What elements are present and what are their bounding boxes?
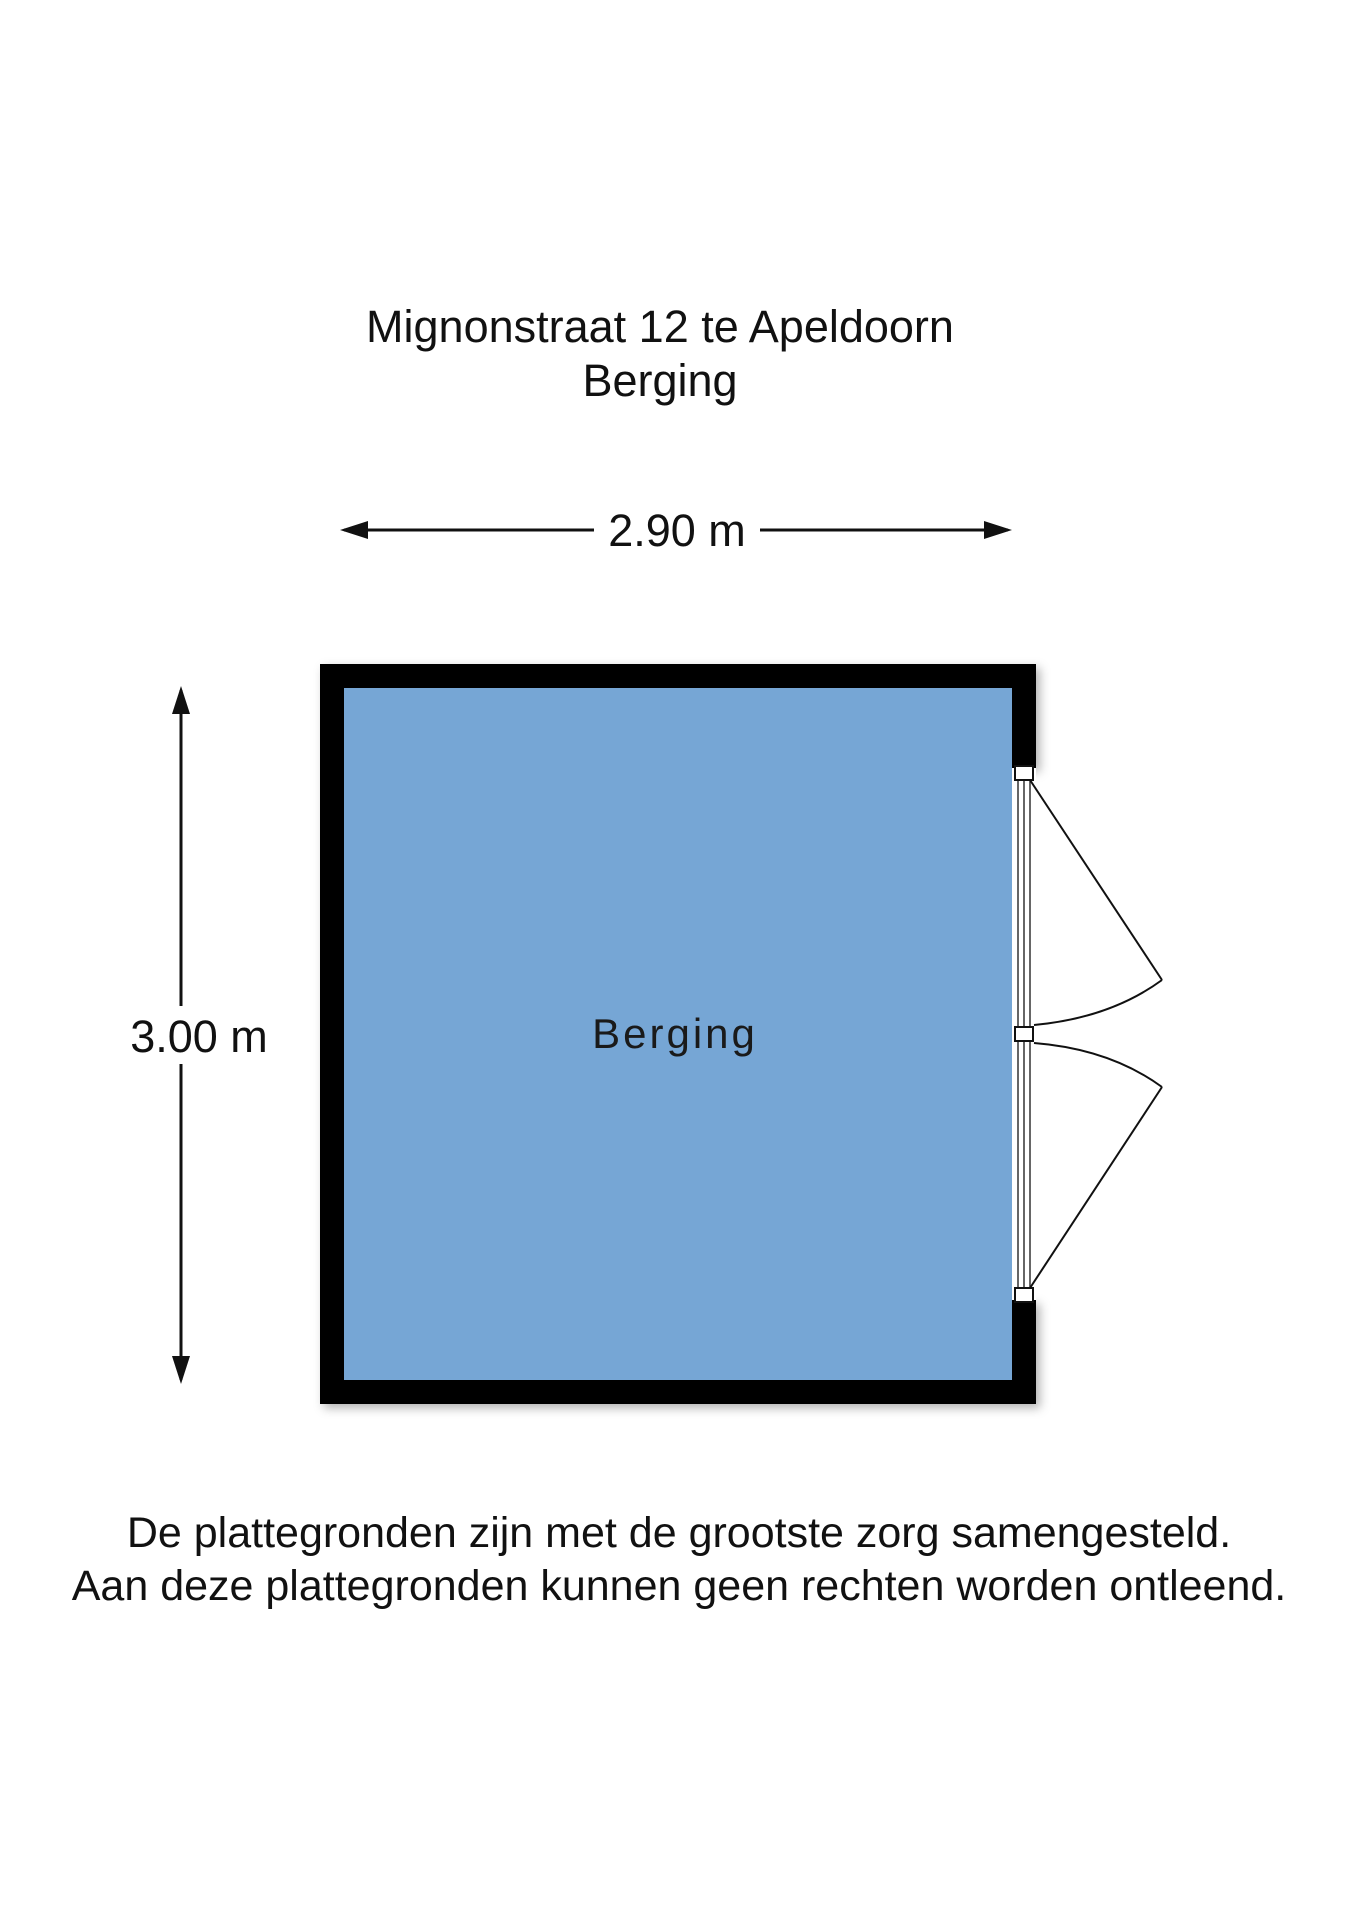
arrow-right-icon [984, 521, 1012, 539]
arrow-up-icon [172, 686, 190, 714]
room-label: Berging [592, 1010, 758, 1057]
arrow-down-icon [172, 1356, 190, 1384]
wall-right-lower [1012, 1300, 1036, 1404]
door-leaf-upper [1030, 780, 1162, 980]
disclaimer [0, 1507, 1358, 1613]
wall-left [320, 664, 344, 1404]
double-door [1012, 766, 1162, 1302]
wall-top [320, 664, 1036, 688]
disclaimer-line-2: Aan deze plattegronden kunnen geen rechten worden ontleend. [71, 1562, 1287, 1610]
door-post-middle [1015, 1027, 1033, 1041]
width-dimension [340, 505, 1012, 556]
door-post-top [1015, 766, 1033, 780]
height-dimension-label: 3.00 m [130, 1011, 268, 1062]
wall-bottom [320, 1380, 1036, 1404]
arrow-left-icon [340, 521, 368, 539]
door-post-bottom [1015, 1288, 1033, 1302]
door-swing-arc-upper [1034, 980, 1162, 1025]
wall-right-upper [1012, 664, 1036, 768]
floor-title: Berging [582, 355, 738, 406]
address-title: Mignonstraat 12 te Apeldoorn [366, 301, 954, 352]
door-swing-arc-lower [1034, 1043, 1162, 1087]
disclaimer-line-1: De plattegronden zijn met de grootste zorg samengesteld. [126, 1509, 1232, 1557]
height-dimension [130, 686, 268, 1384]
door-leaf-lower [1030, 1087, 1162, 1288]
width-dimension-label: 2.90 m [608, 505, 746, 556]
